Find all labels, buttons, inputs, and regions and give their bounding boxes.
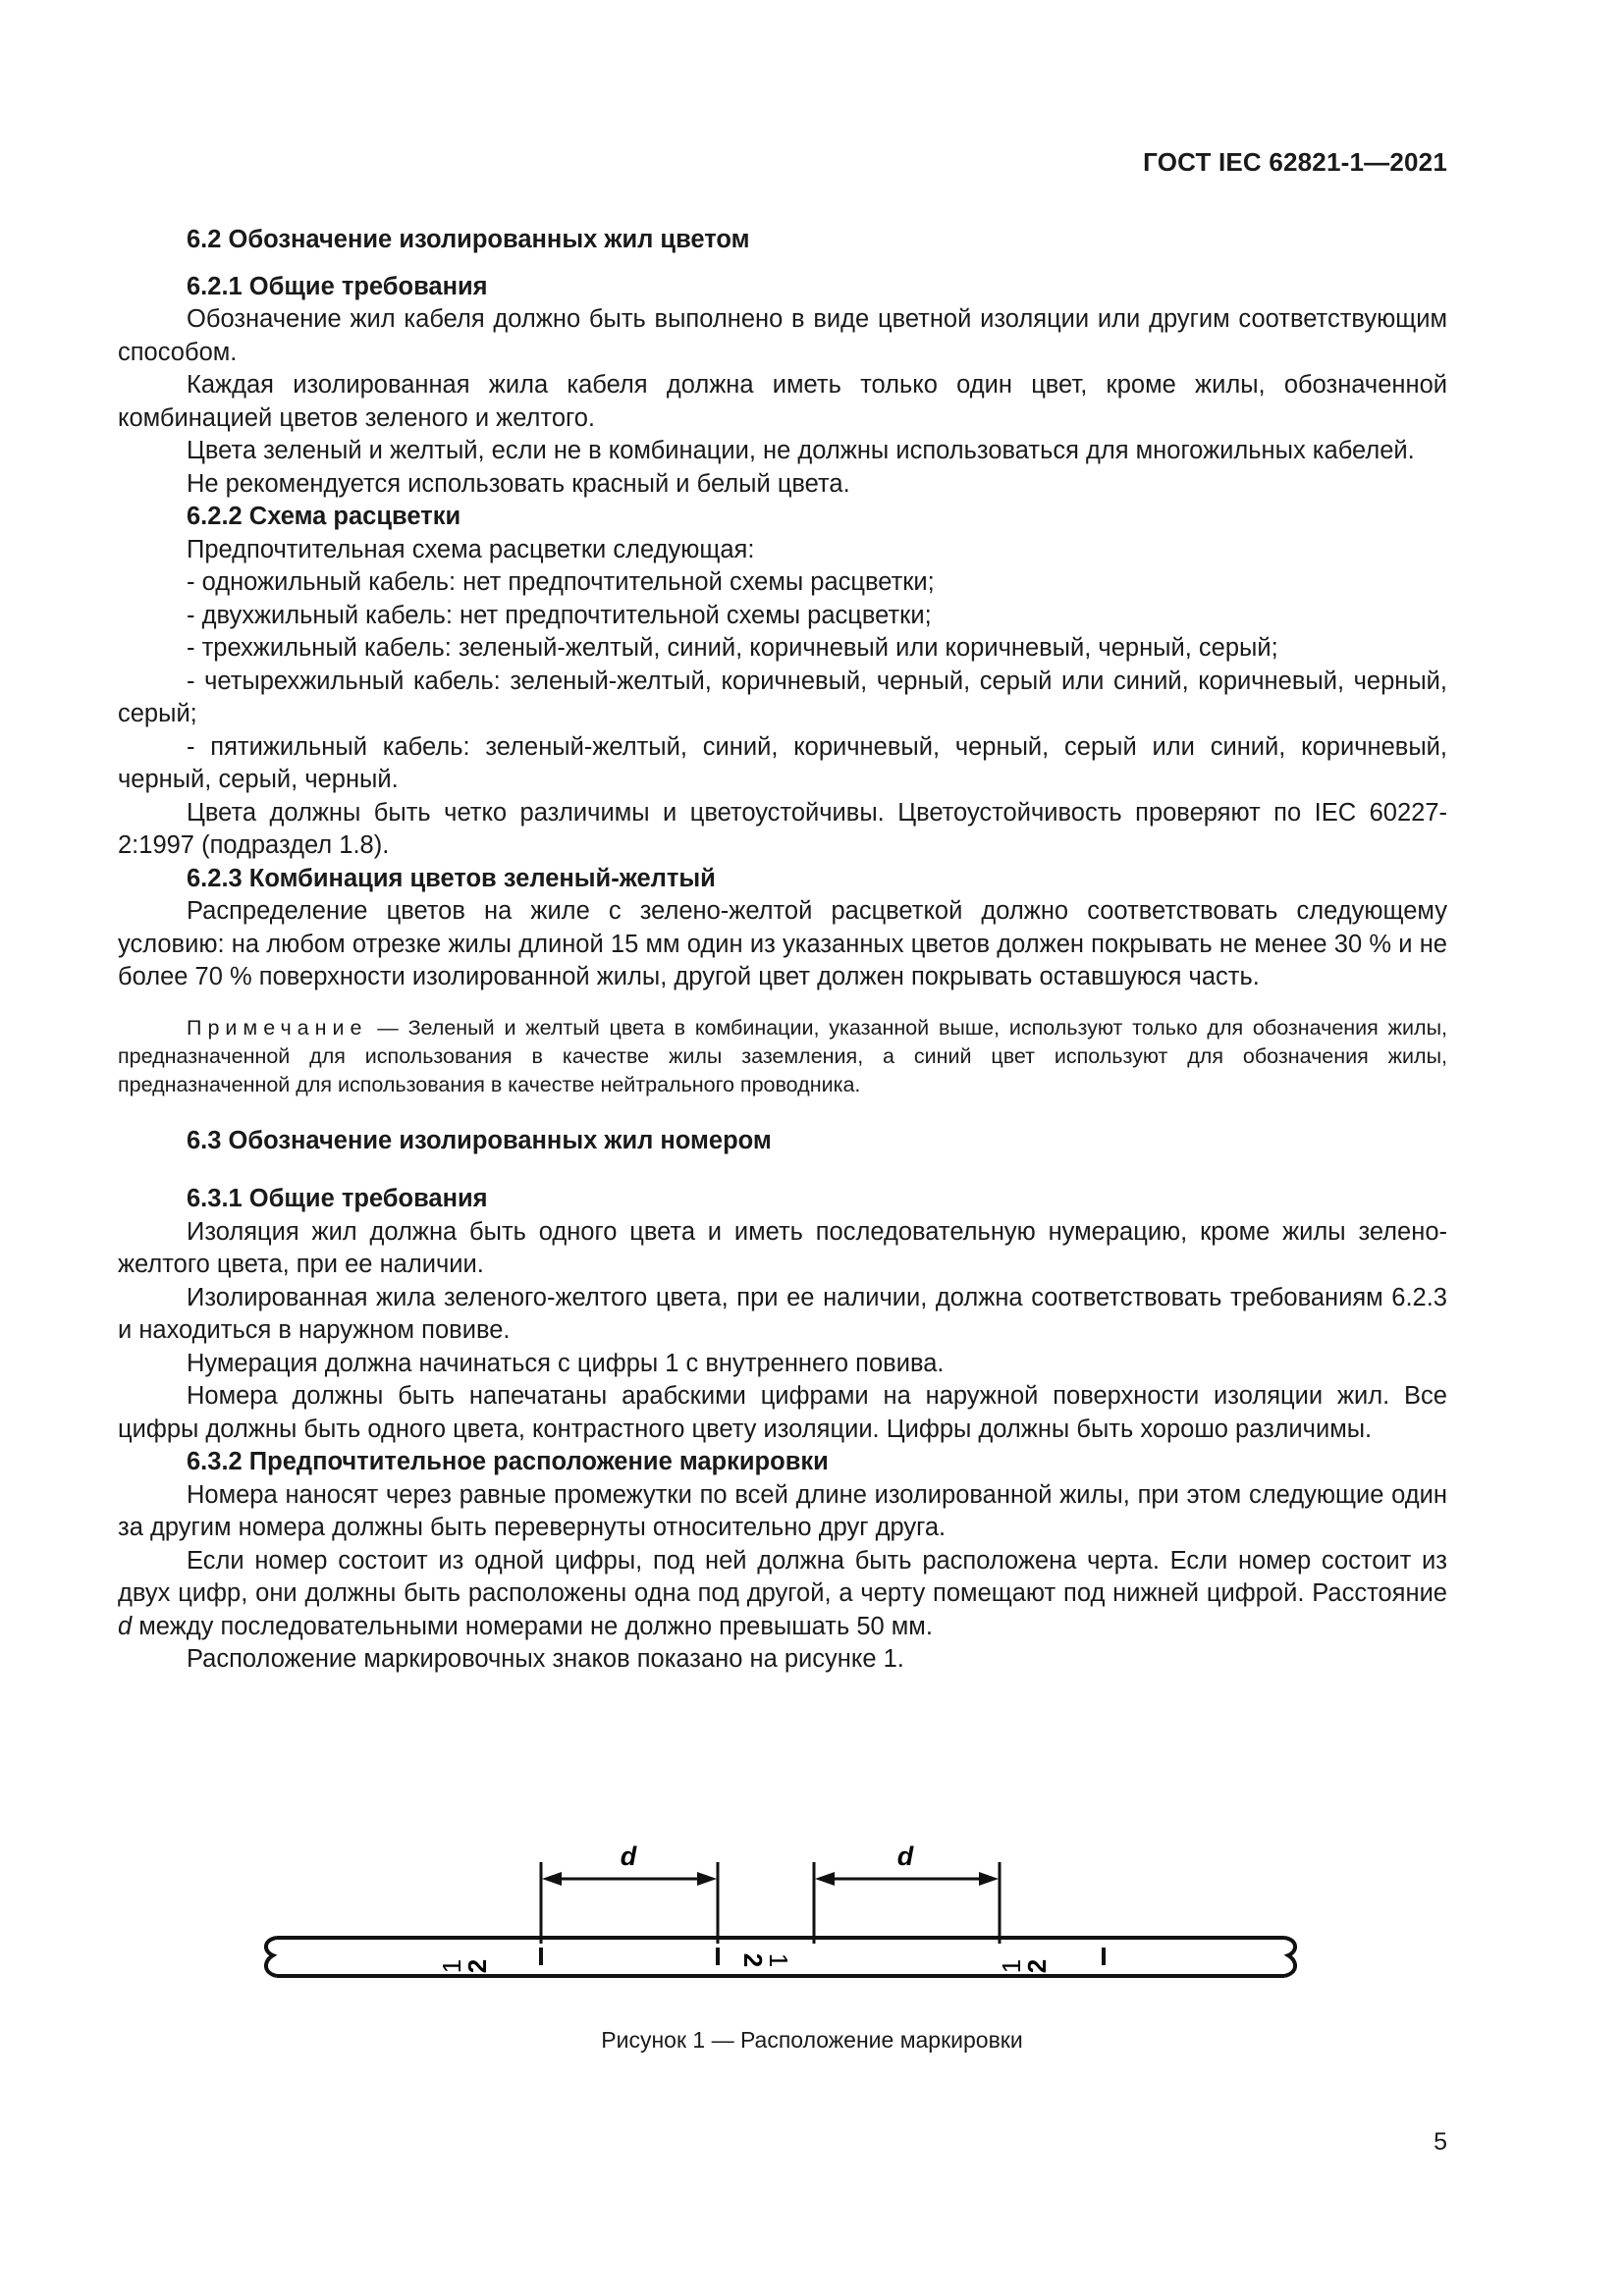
- section-6-2-2-title: 6.2.2 Схема расцветки: [187, 503, 461, 530]
- section-6-2-title: 6.2 Обозначение изолированных жил цветом: [187, 226, 750, 253]
- page-number: 5: [1434, 2128, 1447, 2156]
- section-6-2-3-title: 6.2.3 Комбинация цветов зеленый-желтый: [187, 864, 716, 892]
- section-6-3-1-title: 6.3.1 Общие требования: [187, 1185, 488, 1212]
- list-item: - четырехжильный кабель: зеленый-желтый, коричневый, черный, серый или синий, коричневый, черный, серый;: [118, 667, 1447, 727]
- list-item: - трехжильный кабель: зеленый-желтый, синий, коричневый или коричневый, черный, серый;: [187, 634, 1278, 662]
- paragraph: Номера наносят через равные промежутки по всей длине изолированной жилы, при этом следующие один за другим номера должны быть перевернуты относительно друг друга.: [118, 1480, 1447, 1541]
- main-text: [118, 224, 1447, 1677]
- arrow-head: [542, 1872, 562, 1886]
- list-item: - двухжильный кабель: нет предпочтительной схемы расцветки;: [187, 601, 932, 629]
- dimension-label: d: [896, 1842, 914, 1871]
- paragraph: Изоляция жил должна быть одного цвета и иметь последовательную нумерацию, кроме жилы зелено-желтого цвета, при ее наличии.: [118, 1217, 1447, 1278]
- mark-digit: 2: [1022, 1958, 1052, 1974]
- paragraph: Каждая изолированная жила кабеля должна иметь только один цвет, кроме жилы, обозначенной комбинацией цветов зеленого и желтого.: [118, 371, 1447, 432]
- arrow-head: [979, 1872, 999, 1886]
- cable-left-end: [266, 1938, 277, 1976]
- paragraph: [118, 1545, 1447, 1644]
- note-text: — Зеленый и желтый цвета в комбинации, указанной выше, используют только для обозначения жилы, предназначенной для использования в качестве жилы заземления, а синий цвет используют для обозначения жилы, предназначенной для использования в качестве нейтрального проводника.: [118, 1015, 1447, 1096]
- figure-caption: Рисунок 1 — Расположение маркировки: [601, 2027, 1023, 2053]
- mark-digit: 1: [764, 1952, 793, 1968]
- text-run: между последовательными номерами не должно превышать 50 мм.: [132, 1612, 933, 1640]
- section-6-2-1-title: 6.2.1 Общие требования: [187, 272, 488, 300]
- note-label: Примечание: [187, 1015, 368, 1040]
- paragraph: Расположение маркировочных знаков показано на рисунке 1.: [187, 1645, 904, 1673]
- paragraph: Нумерация должна начинаться с цифры 1 с внутреннего повива.: [187, 1349, 945, 1377]
- marking-figure: [0, 1816, 1624, 1993]
- paragraph: Номера должны быть напечатаны арабскими цифрами на наружной поверхности изоляции жил. Все цифры должны быть одного цвета, контрастного цвету изоляции. Цифры должны быть хорошо различимы.: [118, 1382, 1447, 1443]
- arrow-head: [697, 1872, 717, 1886]
- mark-digit: 2: [738, 1952, 768, 1968]
- text-run: Если номер состоит из одной цифры, под ней должна быть расположена черта. Если номер состоит из двух цифр, они должны быть расположены одна под другой, а черту помещают под нижней цифрой. Расстояние: [118, 1546, 1447, 1607]
- mark-digit: 2: [462, 1958, 492, 1974]
- paragraph: Изолированная жила зеленого-желтого цвета, при ее наличии, должна соответствовать требованиям 6.2.3 и находиться в наружном повиве.: [118, 1283, 1447, 1344]
- mark-digit: 1: [437, 1958, 466, 1974]
- paragraph: Распределение цветов на жиле с зелено-желтой расцветкой должно соответствовать следующему условию: на любом отрезке жилы длиной 15 мм один из указанных цветов должен покрывать не менее 30 % и не более 70 % поверхности изолированной жилы, другой цвет должен покрывать оставшуюся часть.: [118, 897, 1447, 990]
- list-item: - одножильный кабель: нет предпочтительной схемы расцветки;: [187, 568, 935, 596]
- variable-d: d: [118, 1612, 133, 1640]
- paragraph: Предпочтительная схема расцветки следующая:: [187, 535, 755, 563]
- cable-right-end: [1284, 1938, 1295, 1976]
- section-6-3-2-title: 6.3.2 Предпочтительное расположение маркировки: [187, 1448, 829, 1475]
- arrow-head: [815, 1872, 835, 1886]
- standard-code: ГОСТ IEC 62821-1—2021: [1143, 147, 1447, 177]
- paragraph: Цвета должны быть четко различимы и цветоустойчивы. Цветоустойчивость проверяют по IEC 60227-2:1997 (подраздел 1.8).: [118, 798, 1447, 859]
- section-6-3-title: 6.3 Обозначение изолированных жил номером: [187, 1126, 772, 1154]
- paragraph: Цвета зеленый и желтый, если не в комбинации, не должны использоваться для многожильных кабелей.: [187, 437, 1415, 464]
- note: [118, 1014, 1447, 1099]
- paragraph: Обозначение жил кабеля должно быть выполнено в виде цветной изоляции или другим соответствующим способом.: [118, 305, 1447, 366]
- mark-digit: 1: [997, 1958, 1026, 1974]
- list-item: - пятижильный кабель: зеленый-желтый, синий, коричневый, черный, серый или синий, коричневый, черный, серый, черный.: [118, 732, 1447, 793]
- dimension-label: d: [620, 1842, 637, 1871]
- paragraph: Не рекомендуется использовать красный и белый цвета.: [187, 469, 850, 498]
